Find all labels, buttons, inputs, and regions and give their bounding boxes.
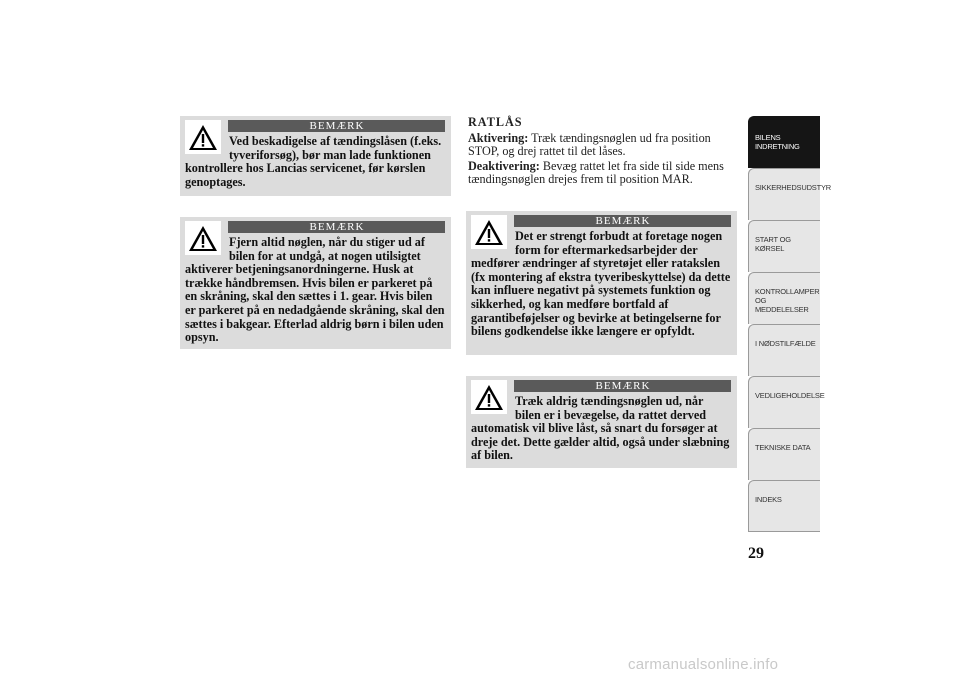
note-header: BEMÆRK bbox=[514, 380, 731, 392]
note-header: BEMÆRK bbox=[514, 215, 731, 227]
watermark: carmanualsonline.info bbox=[628, 656, 779, 673]
activation-label: Aktivering: bbox=[468, 131, 529, 145]
tab-vedligeholdelse[interactable]: VEDLIGEHOLDELSE bbox=[748, 376, 820, 428]
tab-tekniske-data[interactable]: TEKNISKE DATA bbox=[748, 428, 820, 480]
activation-text: Træk tændingsnøglen ud fra position STOP, og drej rattet til det låses. bbox=[468, 131, 711, 158]
warning-note-moving-vehicle bbox=[466, 376, 737, 468]
tab-sikkerhedsudstyr[interactable]: SIKKERHEDSUDSTYR bbox=[748, 168, 820, 220]
note-text: Fjern altid nøglen, når du stiger ud af bilen for at undgå, at nogen utilsigtet aktiverer betjeningsanordningerne. Husk at trække håndbremsen. Hvis bilen er parkeret på en skråning, skal den sættes i 1. gear. Hvis bilen er parkeret på en nedadgående skråning, skal den sættes i bakgear. Efterlad aldrig børn i bilen uden opsyn. bbox=[185, 235, 445, 345]
note-header: BEMÆRK bbox=[228, 120, 445, 132]
warning-triangle-icon bbox=[185, 120, 221, 154]
tab-bilens-indretning[interactable]: BILENS INDRETNING bbox=[748, 116, 820, 168]
chapter-tabs bbox=[748, 116, 831, 532]
tab-i-nodstilfaelde[interactable]: I NØDSTILFÆLDE bbox=[748, 324, 820, 376]
tab-kontrollamper[interactable]: KONTROLLAMPER OG MEDDELELSER bbox=[748, 272, 820, 324]
warning-triangle-icon bbox=[185, 221, 221, 255]
warning-note-ignition-damage bbox=[180, 116, 451, 196]
warning-note-aftermarket bbox=[466, 211, 737, 355]
section-heading: RATLÅS bbox=[468, 115, 523, 129]
deactivation-paragraph bbox=[468, 160, 740, 186]
tab-indeks[interactable]: INDEKS bbox=[748, 480, 820, 532]
note-text: Det er strengt forbudt at foretage nogen form for eftermarkedsarbejder der medfører ændringer af styretøjet eller ratakslen (fx montering af ekstra tyveribeskyttelse) da dette kan influere negativt på systemets funktion og sikkerhed, og kan medføre bortfald af garantibeføjelser og bevirke at betingelserne for bilens godkendelse ikke længere er opfyldt. bbox=[471, 229, 731, 339]
note-text: Træk aldrig tændingsnøglen ud, når bilen er i bevægelse, da rattet derved automatisk vil blive låst, så snart du forsøger at dreje det. Dette gælder altid, også under slæbning af bilen. bbox=[471, 394, 730, 463]
warning-note-remove-key bbox=[180, 217, 451, 349]
note-text: Ved beskadigelse af tændingslåsen (f.eks. tyveriforsøg), bør man lade funktionen kontrollere hos Lancias servicenet, før kørslen genoptages. bbox=[185, 134, 442, 189]
steering-lock-section bbox=[468, 116, 740, 188]
note-header: BEMÆRK bbox=[228, 221, 445, 233]
deactivation-text: Bevæg rattet let fra side til side mens tændingsnøglen drejes frem til position MAR. bbox=[468, 159, 724, 186]
warning-triangle-icon bbox=[471, 215, 507, 249]
deactivation-label: Deaktivering: bbox=[468, 159, 540, 173]
warning-triangle-icon bbox=[471, 380, 507, 414]
page-number: 29 bbox=[748, 545, 764, 562]
tab-start-og-korsel[interactable]: START OG KØRSEL bbox=[748, 220, 820, 272]
activation-paragraph bbox=[468, 132, 740, 158]
